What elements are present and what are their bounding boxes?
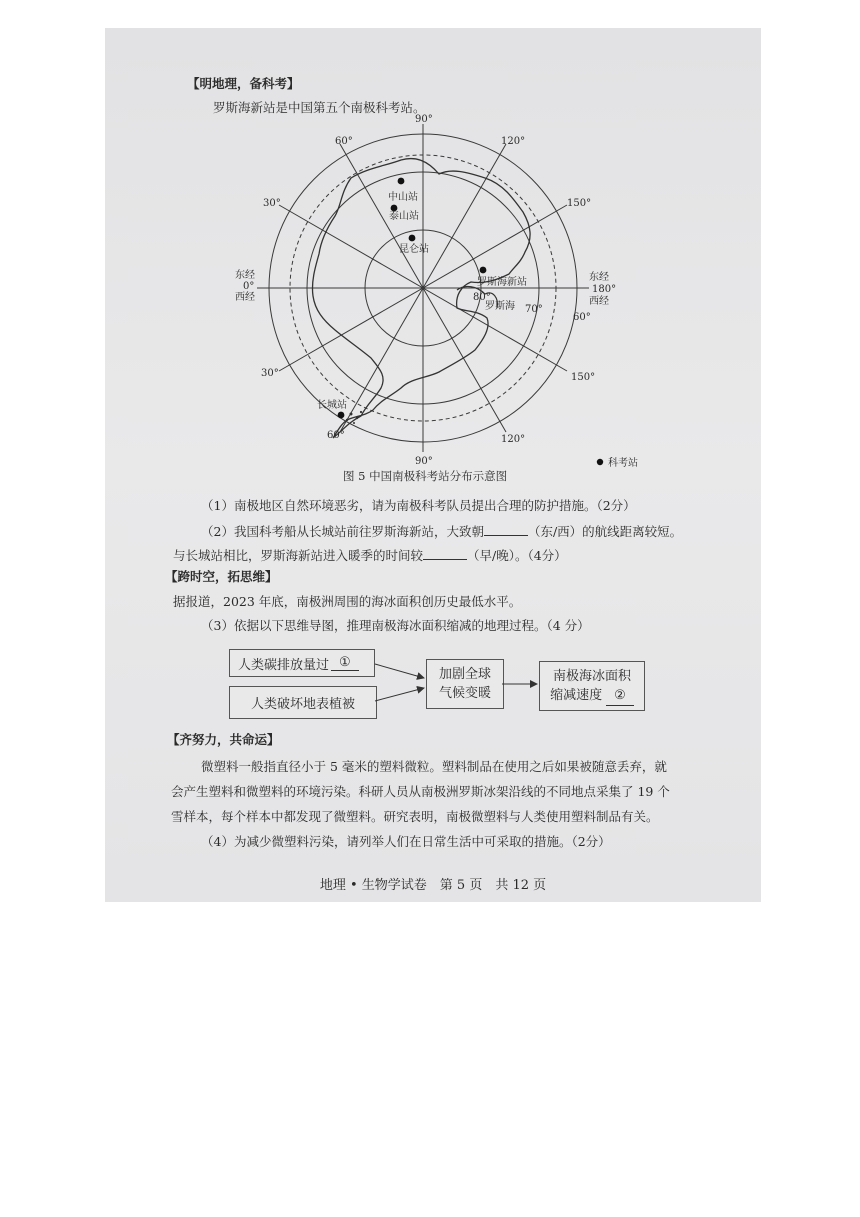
label-east-west-side: 东经 — [235, 270, 255, 281]
label-lat-60: 60° — [573, 312, 591, 323]
label-180: 180° — [592, 284, 617, 295]
mindmap-warming-line2: 气候变暖 — [438, 686, 491, 701]
legend-label: 科考站 — [608, 458, 638, 469]
sea-label-ross: 罗斯海 — [485, 301, 515, 312]
mindmap-box-vegetation: 人类破坏地表植被 — [229, 686, 377, 719]
question-1: （1）南极地区自然环境恶劣，请为南极科考队员提出合理的防护措施。（2分） — [201, 498, 636, 513]
mindmap-arrows — [105, 28, 761, 748]
label-lon-120-br: 120° — [501, 434, 526, 445]
station-label-kunlun: 昆仑站 — [399, 244, 429, 255]
question-4: （4）为减少微塑料污染，请列举人们在日常生活中可采取的措施。（2分） — [201, 834, 611, 849]
label-lon-120-tr: 120° — [501, 136, 526, 147]
mindmap-carbon-text: 人类碳排放量过 — [238, 657, 330, 673]
section-title-cooperation: 【齐努力，共命运】 — [167, 732, 280, 747]
intro-text: 罗斯海新站是中国第五个南极科考站。 — [213, 100, 426, 115]
question-2a-post: （东/西）的航线距离较短。 — [527, 524, 683, 539]
question-3: （3）依据以下思维导图，推理南极海冰面积缩减的地理过程。（4 分） — [201, 618, 590, 633]
page-footer: 地理 • 生物学试卷 第 5 页 共 12 页 — [319, 878, 547, 893]
question-2b-pre: 与长城站相比，罗斯海新站进入暖季的时间较 — [173, 548, 424, 563]
arrow-vegetation-to-warming — [375, 688, 424, 701]
station-label-rossnew: 罗斯海新站 — [477, 277, 527, 288]
label-lon-30-tl: 30° — [263, 198, 281, 209]
mindmap-blank-1[interactable]: ① — [331, 655, 359, 671]
mindmap-warming-line1: 加剧全球 — [438, 667, 491, 682]
label-east-east-side: 东经 — [589, 272, 609, 283]
label-lat-80: 80° — [473, 292, 491, 303]
label-lon-150-br: 150° — [571, 372, 596, 383]
paragraph-line-1: 微塑料一般指直径小于 5 毫米的塑料微粒。塑料制品在使用之后如果被随意丢弃，就 — [201, 759, 667, 774]
question-2b-post: （早/晚）。（4分） — [467, 548, 567, 563]
news-text: 据报道，2023 年底，南极洲周围的海冰面积创历史最低水平。 — [173, 594, 522, 609]
station-label-changcheng: 长城站 — [317, 400, 347, 411]
exam-page — [105, 28, 761, 902]
paragraph-line-3: 雪样本，每个样本中都发现了微塑料。研究表明，南极微塑料与人类使用塑料制品有关。 — [171, 809, 659, 824]
label-west-east-side: 西经 — [589, 296, 609, 307]
section-title-timespace: 【跨时空，拓思维】 — [165, 569, 278, 584]
label-west-west-side: 西经 — [235, 292, 255, 303]
label-lon-60-bl: 60° — [327, 430, 345, 441]
label-lon-150-tr: 150° — [567, 198, 592, 209]
question-2a-pre: （2）我国科考船从长城站前往罗斯海新站，大致朝 — [201, 524, 484, 539]
section-title-geography: 【明地理，备科考】 — [187, 76, 300, 91]
map-caption: 图 5 中国南极科考站分布示意图 — [343, 469, 508, 483]
station-label-zhongshan: 中山站 — [388, 192, 418, 203]
label-lat-70: 70° — [525, 304, 543, 315]
mindmap-seaice-line1: 南极海冰面积 — [552, 668, 631, 684]
mindmap-blank-2[interactable]: ② — [606, 686, 634, 706]
label-lon-90-top: 90° — [415, 114, 433, 125]
arrow-carbon-to-warming — [375, 664, 424, 678]
mindmap-seaice-line2: 缩减速度 ② — [550, 686, 634, 706]
label-lon-30-bl: 30° — [261, 368, 279, 379]
label-lon-60-tl: 60° — [335, 136, 353, 147]
label-zero: 0° — [243, 281, 255, 292]
paragraph-line-2: 会产生塑料和微塑料的环境污染。科研人员从南极洲罗斯冰架沿线的不同地点采集了 19 个 — [171, 784, 670, 799]
label-lon-90-bottom: 90° — [415, 456, 433, 467]
station-label-taishan: 泰山站 — [389, 211, 419, 222]
